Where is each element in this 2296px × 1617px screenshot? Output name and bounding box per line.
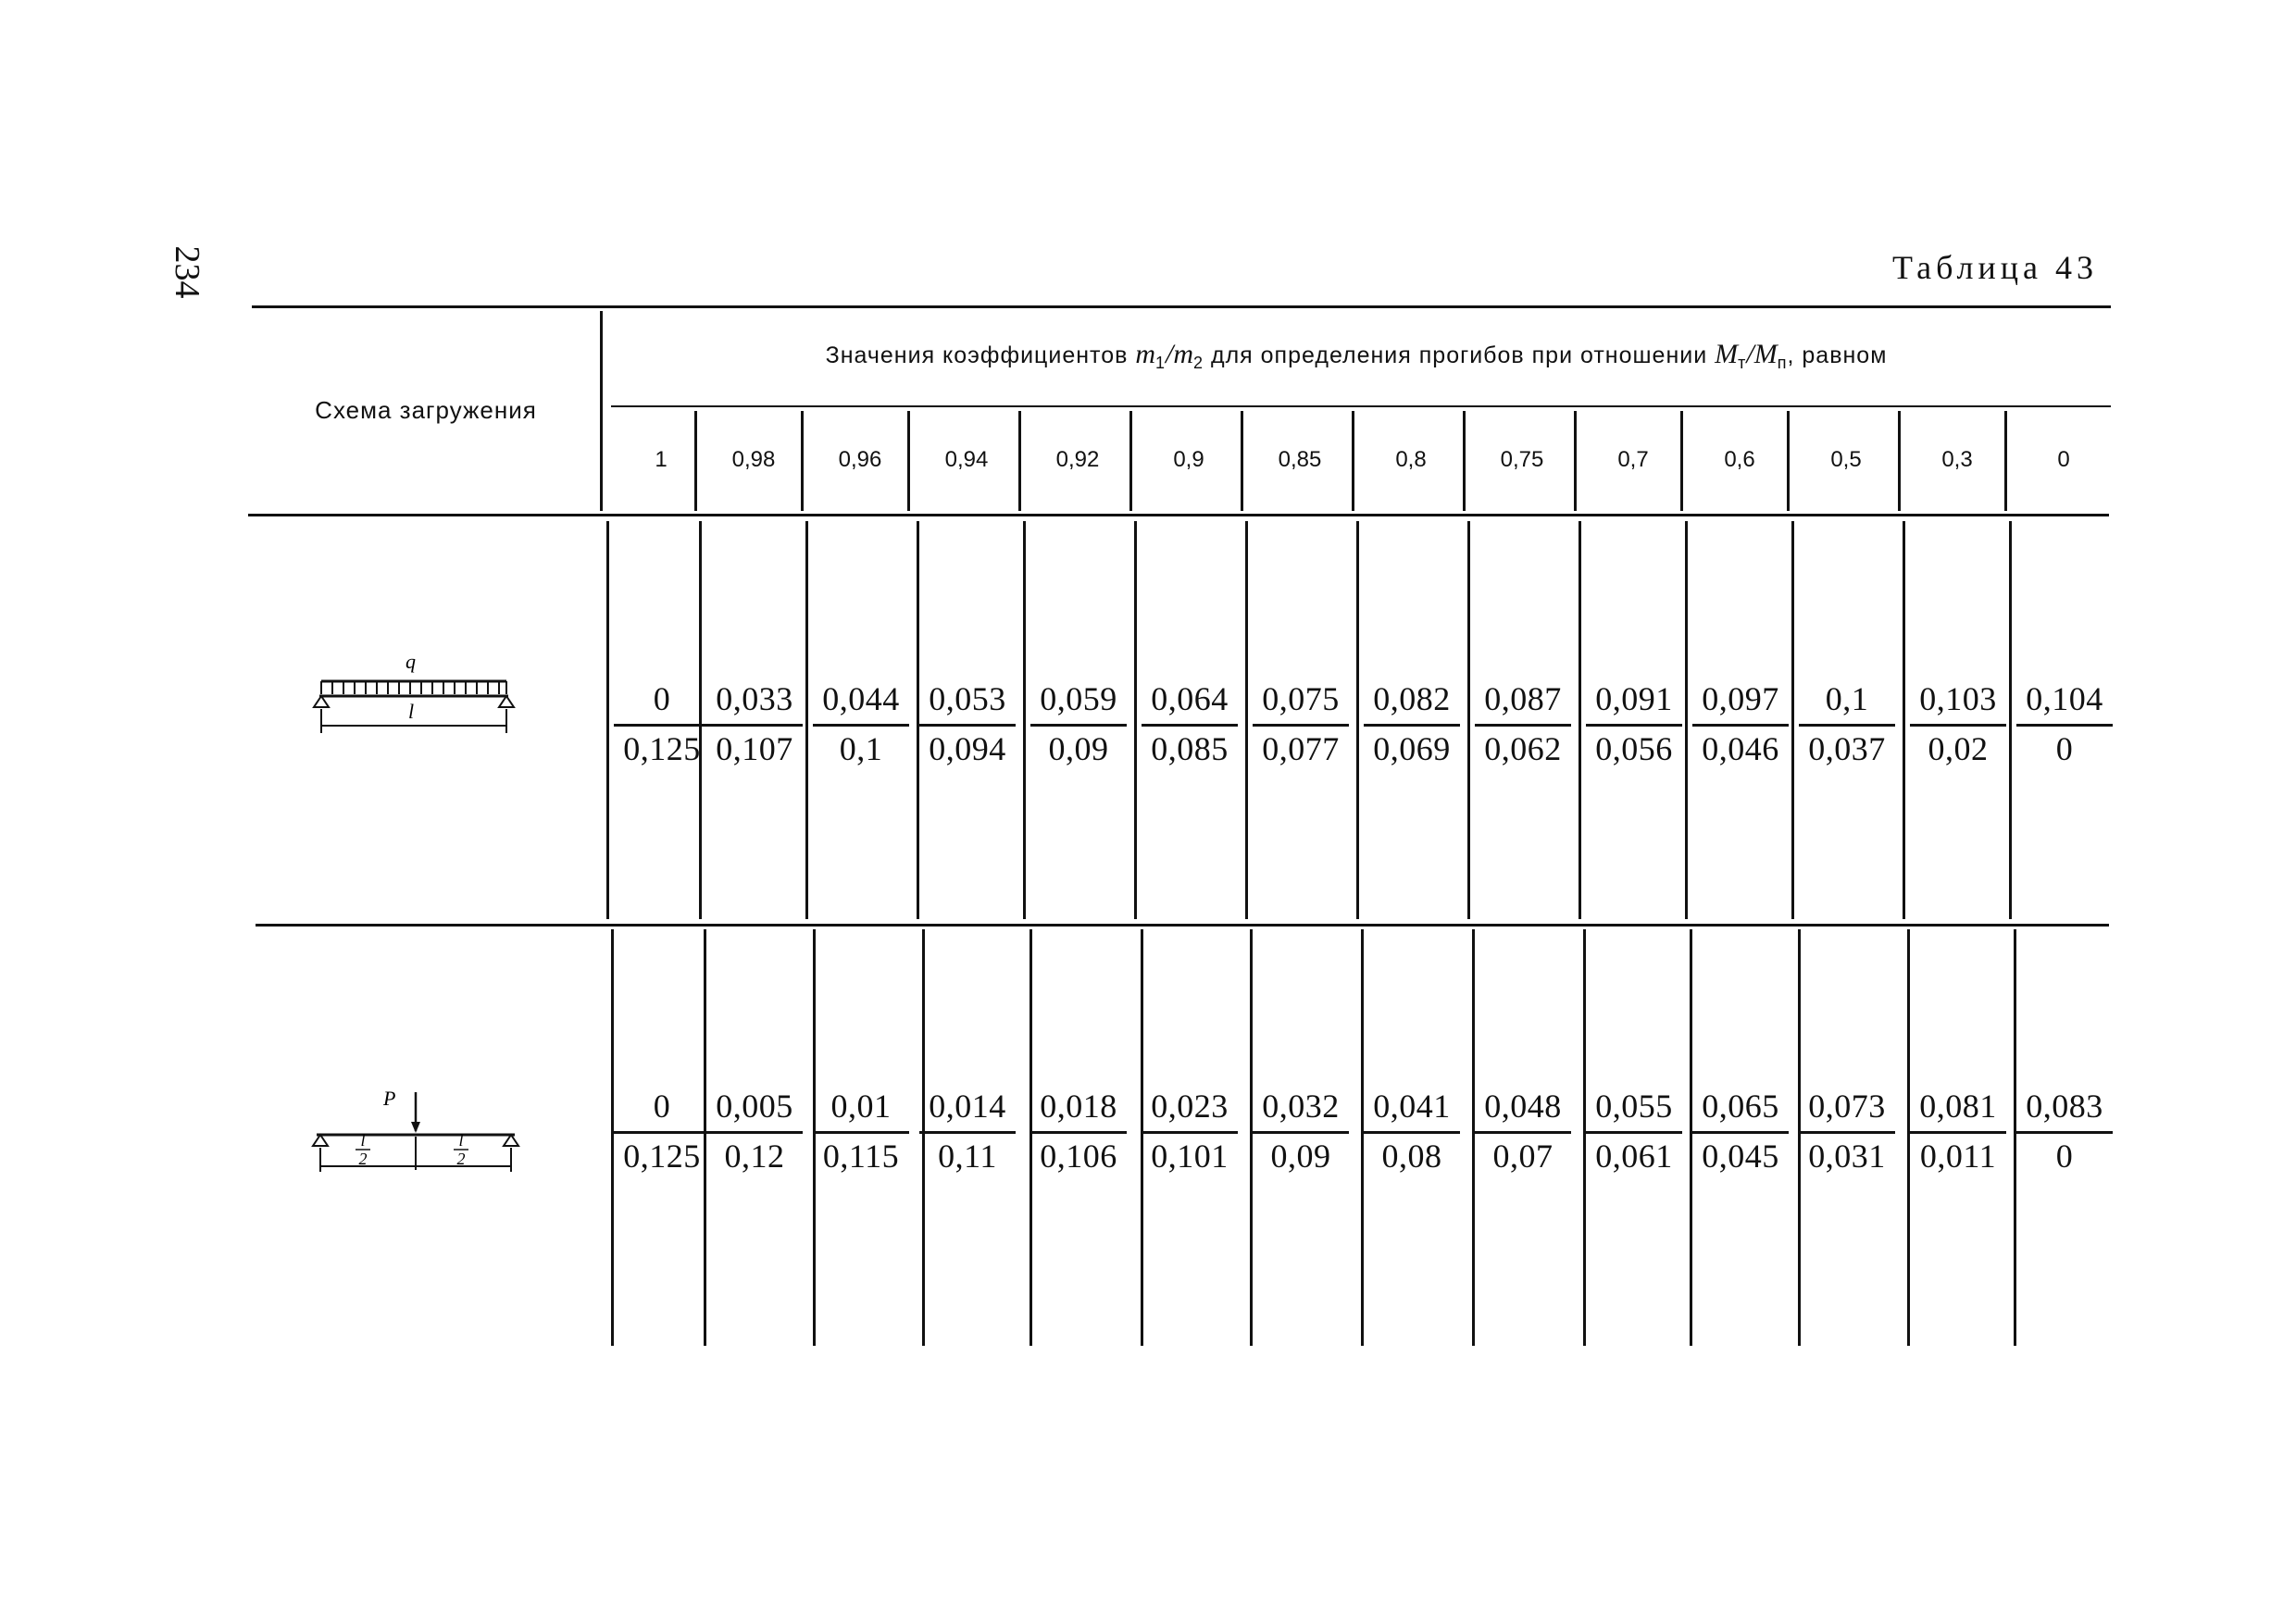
coefficient-m1: 0,091	[1595, 680, 1673, 717]
row2-cell-4	[1025, 1088, 1132, 1180]
m2-symbol: m	[1173, 339, 1194, 369]
coefficient-m1: 0,041	[1373, 1088, 1451, 1125]
coefficient-m2: 0,046	[1702, 730, 1779, 767]
coefficient-m2: 0,062	[1484, 730, 1562, 767]
header-column-divider-12	[2004, 411, 2007, 511]
fraction-bar	[1692, 724, 1789, 727]
coefficient-m1: 0,059	[1040, 680, 1117, 717]
coefficient-m2: 0,07	[1492, 1138, 1554, 1175]
row1-cell-11	[1793, 680, 1901, 773]
row1-cell-8	[1469, 680, 1577, 773]
header-column-divider-6	[1352, 411, 1354, 511]
coefficient-m2: 0,09	[1048, 730, 1109, 767]
point-load-beam-diagram	[306, 1081, 528, 1183]
fraction-bar	[813, 1131, 909, 1134]
coefficient-m1: 0,064	[1151, 680, 1229, 717]
row1-cell-1	[701, 680, 808, 773]
coefficient-m1: 0,032	[1262, 1088, 1340, 1125]
coefficient-m1: 0,005	[716, 1088, 793, 1125]
fraction-bar	[1030, 1131, 1127, 1134]
half-span-right-numerator: l	[458, 1131, 464, 1150]
header-column-divider-0	[694, 411, 697, 511]
coefficient-m1: 0,081	[1919, 1088, 1997, 1125]
row2-cell-3	[914, 1088, 1021, 1180]
fraction-bar	[706, 1131, 803, 1134]
fraction-bar	[813, 724, 909, 727]
table-caption: Таблица 43	[1892, 249, 2098, 286]
coefficient-m1: 0,033	[716, 680, 793, 717]
ratio-header-5: 0,9	[1173, 447, 1204, 472]
fraction-bar	[1910, 724, 2006, 727]
slash-1: /	[1166, 339, 1174, 369]
m1-symbol: m	[1135, 339, 1155, 369]
fraction-bar	[1253, 724, 1349, 727]
fraction-bar	[1586, 724, 1682, 727]
coefficient-m1: 0,083	[2026, 1088, 2103, 1125]
ratio-header-9: 0,7	[1617, 447, 1649, 472]
fraction-bar	[1586, 1131, 1682, 1134]
fraction-bar	[1030, 724, 1127, 727]
slash-2: /	[1746, 339, 1754, 369]
row2-cell-12	[1904, 1088, 2012, 1180]
coefficient-m2: 0,101	[1151, 1138, 1229, 1175]
row2-cell-8	[1469, 1088, 1577, 1180]
row2-cell-1	[701, 1088, 808, 1180]
mp-subscript: п	[1777, 354, 1788, 372]
ratio-header-10: 0,6	[1724, 447, 1755, 472]
half-span-left-denominator: 2	[358, 1150, 368, 1168]
header-column-divider-7	[1463, 411, 1466, 511]
table-top-rule	[252, 305, 2111, 308]
row1-cell-9	[1580, 680, 1688, 773]
coefficient-m2: 0,106	[1040, 1138, 1117, 1175]
uniform-load-beam-diagram	[310, 648, 523, 750]
coefficient-m2: 0,12	[724, 1138, 785, 1175]
coefficient-m2: 0,107	[716, 730, 793, 767]
fraction-bar	[1799, 724, 1895, 727]
coefficient-m1: 0,053	[929, 680, 1006, 717]
ratio-header-1: 0,98	[731, 447, 776, 472]
left-support-icon	[314, 696, 329, 707]
ratio-header-3: 0,94	[944, 447, 989, 472]
header-column-divider-10	[1787, 411, 1790, 511]
coefficient-m2: 0,085	[1151, 730, 1229, 767]
mt-symbol: M	[1715, 339, 1739, 369]
row1-cell-4	[1025, 680, 1132, 773]
coefficient-m1: 0,103	[1919, 680, 1997, 717]
load-label-p: P	[383, 1087, 396, 1110]
coefficient-m2: 0,011	[1919, 1138, 1997, 1175]
row1-cell-0	[608, 680, 716, 773]
right-support-icon	[504, 1135, 518, 1146]
coefficient-m2: 0,08	[1381, 1138, 1442, 1175]
coefficient-m2: 0,037	[1808, 730, 1886, 767]
fraction-bar	[1142, 1131, 1238, 1134]
header-column-divider-4	[1129, 411, 1132, 511]
row1-cell-13	[2011, 680, 2118, 773]
row1-cell-2	[807, 680, 915, 773]
fraction-bar	[1142, 724, 1238, 727]
coefficient-m1: 0,082	[1373, 680, 1451, 717]
half-span-right-denominator: 2	[456, 1150, 466, 1168]
fraction-bar	[1475, 724, 1571, 727]
coefficient-m1: 0,014	[929, 1088, 1006, 1125]
coefficient-m2: 0,056	[1595, 730, 1673, 767]
coefficient-m2: 0,077	[1262, 730, 1340, 767]
fraction-bar	[1692, 1131, 1789, 1134]
coefficient-m1: 0,044	[822, 680, 900, 717]
fraction-bar	[614, 724, 710, 727]
ratio-header-8: 0,75	[1500, 447, 1544, 472]
fraction-bar	[919, 1131, 1016, 1134]
fraction-bar	[2016, 724, 2113, 727]
span-label-l: l	[408, 700, 415, 723]
schema-column-divider	[600, 311, 603, 511]
coefficient-m2: 0,1	[839, 730, 883, 767]
coefficient-m2: 0,125	[623, 730, 701, 767]
header-column-divider-1	[801, 411, 804, 511]
row1-cell-3	[914, 680, 1021, 773]
coefficient-m1: 0,048	[1484, 1088, 1562, 1125]
coefficient-m1: 0,065	[1702, 1088, 1779, 1125]
schema-column-header: Схема загружения	[315, 396, 537, 424]
coefficient-m1: 0,104	[2026, 680, 2103, 717]
coefficient-m1: 0,097	[1702, 680, 1779, 717]
half-span-label-left	[356, 1131, 370, 1168]
coef-middle: для определения прогибов при отношении	[1204, 342, 1716, 368]
left-support-icon	[313, 1135, 328, 1146]
fraction-bar	[1364, 1131, 1460, 1134]
row1-cell-6	[1247, 680, 1354, 773]
fraction-bar	[2016, 1131, 2113, 1134]
fraction-bar	[1910, 1131, 2006, 1134]
row2-cell-13	[2011, 1088, 2118, 1180]
coefficient-m2: 0,031	[1808, 1138, 1886, 1175]
coefficient-m1: 0,1	[1825, 680, 1869, 717]
mp-symbol: M	[1753, 339, 1778, 369]
right-support-icon	[499, 696, 514, 707]
point-load-arrow	[411, 1092, 420, 1133]
span-dimension-line	[320, 1137, 511, 1172]
coefficient-m2: 0,115	[822, 1138, 900, 1175]
coefficient-m1: 0,01	[830, 1088, 892, 1125]
ratio-header-6: 0,85	[1278, 447, 1322, 472]
load-label-q: q	[406, 650, 416, 673]
coefficient-group-header	[606, 339, 2106, 373]
coefficient-m1: 0,075	[1262, 680, 1340, 717]
distributed-load-arrows	[321, 681, 506, 694]
ratio-header-11: 0,5	[1830, 447, 1862, 472]
coefficient-m2: 0,061	[1595, 1138, 1673, 1175]
coefficient-m1: 0	[653, 1088, 671, 1125]
header-column-divider-5	[1241, 411, 1243, 511]
mt-subscript: т	[1738, 354, 1747, 372]
coefficient-m2: 0	[2055, 1138, 2074, 1175]
m1-subscript: 1	[1155, 354, 1167, 372]
row2-cell-0	[608, 1088, 716, 1180]
fraction-bar	[1253, 1131, 1349, 1134]
header-divider	[611, 405, 2111, 407]
ratio-header-0: 1	[655, 447, 668, 472]
fraction-bar	[1364, 724, 1460, 727]
fraction-bar	[1475, 1131, 1571, 1134]
ratio-header-13: 0	[2057, 447, 2070, 472]
coefficient-m1: 0,023	[1151, 1088, 1229, 1125]
row1-cell-7	[1358, 680, 1466, 773]
coefficient-m1: 0,055	[1595, 1088, 1673, 1125]
header-column-divider-11	[1898, 411, 1901, 511]
row2-cell-11	[1793, 1088, 1901, 1180]
coefficient-m2: 0,094	[929, 730, 1006, 767]
coefficient-m2: 0,09	[1270, 1138, 1331, 1175]
coefficient-m2: 0	[2055, 730, 2074, 767]
coefficient-m2: 0,045	[1702, 1138, 1779, 1175]
fraction-bar	[614, 1131, 710, 1134]
row1-cell-12	[1904, 680, 2012, 773]
row1-cell-10	[1687, 680, 1794, 773]
header-column-divider-2	[907, 411, 910, 511]
fraction-bar	[919, 724, 1016, 727]
row-divider	[256, 924, 2109, 927]
ratio-header-12: 0,3	[1941, 447, 1973, 472]
fraction-bar	[1799, 1131, 1895, 1134]
header-column-divider-3	[1018, 411, 1021, 511]
row2-cell-2	[807, 1088, 915, 1180]
ratio-header-4: 0,92	[1055, 447, 1100, 472]
coefficient-m1: 0,018	[1040, 1088, 1117, 1125]
coefficient-m2: 0,125	[623, 1138, 701, 1175]
m2-subscript: 2	[1193, 354, 1204, 372]
row2-cell-7	[1358, 1088, 1466, 1180]
ratio-header-7: 0,8	[1395, 447, 1427, 472]
row2-cell-6	[1247, 1088, 1354, 1180]
coefficient-m1: 0	[653, 680, 671, 717]
header-column-divider-8	[1574, 411, 1577, 511]
header-bottom-rule	[248, 514, 2109, 516]
coefficient-m2: 0,069	[1373, 730, 1451, 767]
ratio-header-2: 0,96	[838, 447, 882, 472]
coefficient-m2: 0,02	[1928, 730, 1989, 767]
coefficient-m2: 0,11	[938, 1138, 997, 1175]
half-span-left-numerator: l	[360, 1131, 366, 1150]
row2-cell-5	[1136, 1088, 1243, 1180]
page-number: 234	[168, 245, 206, 299]
row1-cell-5	[1136, 680, 1243, 773]
row2-cell-10	[1687, 1088, 1794, 1180]
coef-suffix: , равном	[1787, 342, 1888, 368]
coef-prefix: Значения коэффициентов	[825, 342, 1136, 368]
coefficient-m1: 0,087	[1484, 680, 1562, 717]
header-column-divider-9	[1680, 411, 1683, 511]
half-span-label-right	[454, 1131, 468, 1168]
row2-cell-9	[1580, 1088, 1688, 1180]
fraction-bar	[706, 724, 803, 727]
coefficient-m1: 0,073	[1808, 1088, 1886, 1125]
